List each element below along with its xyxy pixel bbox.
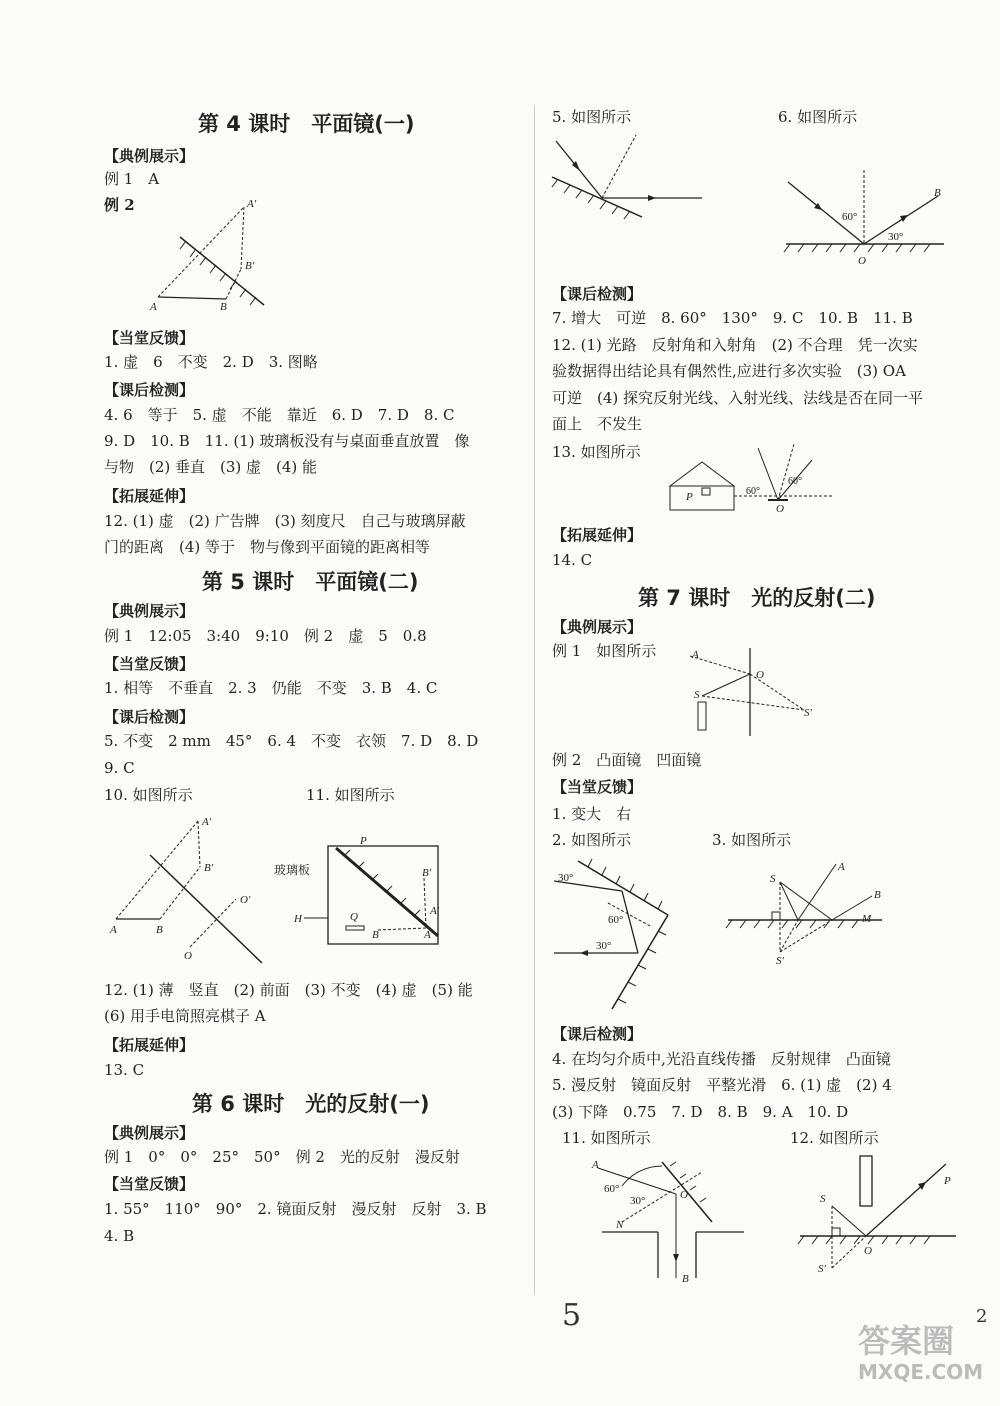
label-60: 60° <box>608 914 624 926</box>
answer-line: 12. 如图所示 <box>790 1129 879 1147</box>
figure-l6-q6 <box>778 170 958 270</box>
section-feedback: 【当堂反馈】 <box>552 778 643 796</box>
label-O: O <box>184 950 192 962</box>
label-S1: S′ <box>776 955 784 967</box>
section-feedback: 【当堂反馈】 <box>104 329 195 347</box>
answer-line: 9. D 10. B 11. (1) 玻璃板没有与桌面垂直放置 像 <box>104 432 470 450</box>
label-O: O <box>680 1189 688 1201</box>
label-B1: B′ <box>245 260 255 272</box>
label-A1: A′ <box>247 198 257 210</box>
label-P: P <box>686 491 693 503</box>
figure-l7-ex1 <box>680 648 820 738</box>
label-B1: B′ <box>204 862 214 874</box>
answer-line: 与物 (2) 垂直 (3) 虚 (4) 能 <box>104 458 318 476</box>
answer-line: 1. 变大 右 <box>552 805 632 823</box>
answer-line: 验数据得出结论具有偶然性,应进行多次实验 (3) OA <box>552 362 906 380</box>
section-extension: 【拓展延伸】 <box>104 487 195 505</box>
label-O: O <box>776 503 784 515</box>
figure-l6-q13 <box>664 440 844 520</box>
answer-line: 1. 相等 不垂直 2. 3 仍能 不变 3. B 4. C <box>104 679 438 697</box>
label-B: B <box>874 889 881 901</box>
label-B: B <box>934 187 941 199</box>
label-B: B <box>156 924 163 936</box>
corner-number: 2 <box>976 1306 988 1327</box>
answer-line: 3. 如图所示 <box>712 831 792 849</box>
label-B: B <box>372 929 379 941</box>
answer-line: 例 1 如图所示 <box>552 642 657 660</box>
section-homework: 【课后检测】 <box>552 285 643 303</box>
answer-line: 1. 55° 110° 90° 2. 镜面反射 漫反射 反射 3. B <box>104 1200 487 1218</box>
figure-l5-q11 <box>274 835 454 948</box>
label-B1: B′ <box>422 867 432 879</box>
label-S1: S′ <box>818 1263 826 1275</box>
label-O: O <box>858 255 866 267</box>
section-example: 【典例展示】 <box>104 1124 195 1142</box>
label-O: O <box>756 669 764 681</box>
answer-line: 例 1 12:05 3:40 9:10 例 2 虚 5 0.8 <box>104 627 427 645</box>
answer-line: 例 2 凸面镜 凹面镜 <box>552 751 702 769</box>
answer-line: 12. (1) 薄 竖直 (2) 前面 (3) 不变 (4) 虚 (5) 能 <box>104 981 473 999</box>
label-S: S <box>820 1193 826 1205</box>
answer-line: 6. 如图所示 <box>778 108 858 126</box>
label-30b: 30° <box>596 940 612 952</box>
watermark-logo: 答案圈 <box>858 1322 955 1360</box>
figure-l5-q10 <box>110 815 280 965</box>
label-30: 30° <box>630 1195 646 1207</box>
label-P: P <box>360 835 367 847</box>
label-A1: A′ <box>202 816 212 828</box>
label-P: P <box>944 1175 951 1187</box>
answer-line: 4. 6 等于 5. 虚 不能 靠近 6. D 7. D 8. C <box>104 406 455 424</box>
section-example: 【典例展示】 <box>104 602 195 620</box>
label-S: S <box>770 873 776 885</box>
section-homework: 【课后检测】 <box>104 381 195 399</box>
label-O1: O′ <box>240 894 251 906</box>
section-extension: 【拓展延伸】 <box>552 526 643 544</box>
answer-line: 12. (1) 虚 (2) 广告牌 (3) 刻度尺 自己与玻璃屏蔽 <box>104 512 466 530</box>
label-A: A <box>150 301 157 313</box>
page-number: 5 <box>562 1298 582 1333</box>
label-60b: 60° <box>788 476 802 487</box>
label-30: 30° <box>888 231 904 243</box>
answer-line: 4. B <box>104 1227 135 1245</box>
answer-line: 例 2 <box>104 196 135 214</box>
answer-line: 可逆 (4) 探究反射光线、入射光线、法线是否在同一平 <box>552 389 924 407</box>
figure-l7-q2 <box>552 855 692 1015</box>
section-feedback: 【当堂反馈】 <box>104 1175 195 1193</box>
answer-line: 5. 如图所示 <box>552 108 632 126</box>
answer-line: 5. 不变 2 mm 45° 6. 4 不变 衣领 7. D 8. D <box>104 732 479 750</box>
label-A: A <box>838 861 845 873</box>
answer-line: 11. 如图所示 <box>562 1129 651 1147</box>
lesson-4-title: 第 4 课时 平面镜(一) <box>198 112 415 136</box>
section-extension: 【拓展延伸】 <box>104 1036 195 1054</box>
figure-l6-q5 <box>552 135 712 235</box>
label-B: B <box>220 301 227 313</box>
section-homework: 【课后检测】 <box>552 1025 643 1043</box>
answer-line: 1. 虚 6 不变 2. D 3. 图略 <box>104 353 318 371</box>
answer-line: 9. C <box>104 759 135 777</box>
section-feedback: 【当堂反馈】 <box>104 655 195 673</box>
answer-line: 5. 漫反射 镜面反射 平整光滑 6. (1) 虚 (2) 4 <box>552 1076 892 1094</box>
label-60: 60° <box>604 1183 620 1195</box>
label-S1: S′ <box>804 707 812 719</box>
label-S: S <box>694 689 700 701</box>
answer-line: 2. 如图所示 <box>552 831 632 849</box>
label-O: O <box>864 1245 872 1257</box>
label-N: N <box>616 1219 624 1231</box>
figure-l7-q3 <box>722 860 892 970</box>
label-A: A <box>592 1159 599 1171</box>
label-B: B <box>682 1273 689 1285</box>
answer-line: 7. 增大 可逆 8. 60° 130° 9. C 10. B 11. B <box>552 309 913 327</box>
label-Q: Q <box>350 911 358 923</box>
section-example: 【典例展示】 <box>104 147 195 165</box>
section-homework: 【课后检测】 <box>104 708 195 726</box>
answer-line: 13. 如图所示 <box>552 443 641 461</box>
answer-line: 13. C <box>104 1061 145 1079</box>
answer-line: (6) 用手电筒照亮棋子 A <box>104 1007 266 1025</box>
answer-line: (3) 下降 0.75 7. D 8. B 9. A 10. D <box>552 1103 849 1121</box>
answer-line: 10. 如图所示 <box>104 786 193 804</box>
answer-line: 例 1 0° 0° 25° 50° 例 2 光的反射 漫反射 <box>104 1148 460 1166</box>
label-H: H <box>294 913 302 925</box>
answer-line: 12. (1) 光路 反射角和入射角 (2) 不合理 凭一次实 <box>552 336 918 354</box>
watermark-url: MXQE.COM <box>858 1360 984 1384</box>
answer-line: 面上 不发生 <box>552 415 643 433</box>
label-M: M <box>862 913 872 925</box>
label-60: 60° <box>842 211 858 223</box>
answer-line: 4. 在均匀介质中,光沿直线传播 反射规律 凸面镜 <box>552 1050 891 1068</box>
label-A1: A′ <box>430 905 440 917</box>
answer-line: 11. 如图所示 <box>306 786 395 804</box>
column-divider <box>534 105 535 1295</box>
lesson-6-title: 第 6 课时 光的反射(一) <box>192 1092 430 1116</box>
label-A: A <box>110 924 117 936</box>
figure-l7-q12 <box>796 1150 966 1280</box>
figure-l4-ex2 <box>144 195 274 315</box>
label-A: A <box>424 929 431 941</box>
label-glass: 玻璃板 <box>274 863 311 877</box>
label-A: A <box>692 649 699 661</box>
answer-line: 门的距离 (4) 等于 物与像到平面镜的距离相等 <box>104 538 431 556</box>
label-60a: 60° <box>746 486 760 497</box>
lesson-7-title: 第 7 课时 光的反射(二) <box>638 586 876 610</box>
figure-l7-q11 <box>592 1152 752 1285</box>
lesson-5-title: 第 5 课时 平面镜(二) <box>202 570 419 594</box>
answer-line: 例 1 A <box>104 170 160 188</box>
answer-line: 14. C <box>552 551 593 569</box>
label-30a: 30° <box>558 872 574 884</box>
section-example: 【典例展示】 <box>552 618 643 636</box>
